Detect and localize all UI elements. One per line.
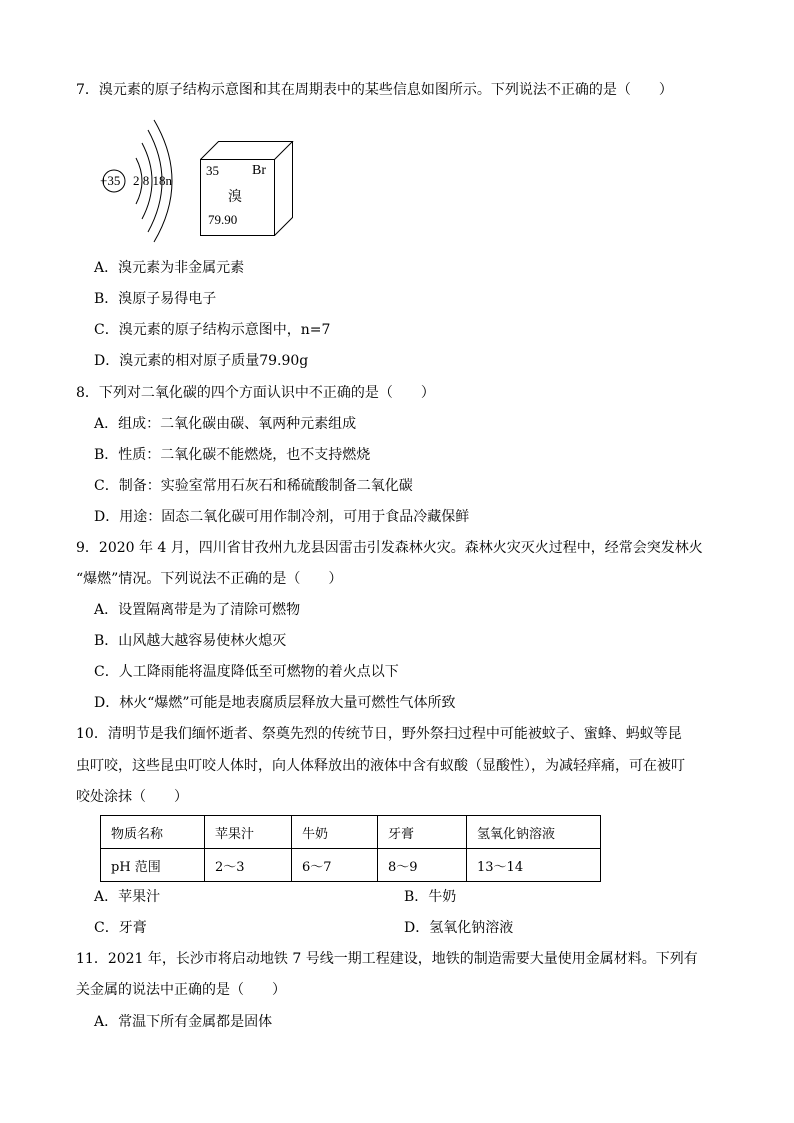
table-cell: 牛奶 [292,816,378,849]
atomic-number: 35 [206,163,219,178]
question-11-stem-line-2: 关金属的说法中正确的是（ ） [76,982,286,998]
periodic-table-element-cell [200,141,294,237]
table-cell: 2～3 [205,849,292,882]
q10-option-c: C．牙膏 [94,920,147,936]
q9-option-c: C．人工降雨能将温度降低至可燃物的着火点以下 [94,664,399,680]
q7-option-a: A．溴元素为非金属元素 [94,260,245,276]
atom-nucleus-label: +35 [100,173,121,188]
table-cell: pH 范围 [101,849,205,882]
ph-range-table [100,815,601,882]
question-10-stem-line-2: 虫叮咬，这些昆虫叮咬人体时，向人体释放出的液体中含有蚁酸（显酸性），为减轻痒痛，可在被叮 [76,758,685,774]
q7-option-b: B．溴原子易得电子 [94,291,217,307]
atomic-mass: 79.90 [208,212,238,227]
question-9-stem-line-2: “爆燃”情况。下列说法不正确的是（ ） [76,571,343,587]
q9-option-b: B．山风越大越容易使林火熄灭 [94,633,287,649]
q7-option-d: D．溴元素的相对原子质量79.90g [94,353,309,369]
question-10-stem-line-1: 10．清明节是我们缅怀逝者、祭奠先烈的传统节日，野外祭扫过程中可能被蚊子、蜜蜂、蚂蚁等昆 [76,726,682,742]
atom-shells-label: 2 8 18n [133,173,172,188]
table-cell: 8～9 [378,849,467,882]
element-symbol: Br [252,163,266,178]
q9-option-d: D．林火“爆燃”可能是地表腐质层释放大量可燃性气体所致 [94,695,456,711]
question-9-stem-line-1: 9．2020 年 4 月，四川省甘孜州九龙县因雷击引发森林火灾。森林火灾灭火过程中，经常会突发林火 [76,540,703,556]
table-cell: 物质名称 [101,816,205,849]
table-row [101,816,601,849]
element-name: 溴 [228,189,242,205]
q8-option-b: B．性质：二氧化碳不能燃烧，也不支持燃烧 [94,447,371,463]
q7-option-c: C．溴元素的原子结构示意图中，n=7 [94,322,331,338]
q9-option-a: A．设置隔离带是为了清除可燃物 [94,602,301,618]
q10-option-a: A．苹果汁 [94,889,161,905]
table-cell: 13～14 [467,849,601,882]
table-cell: 牙膏 [378,816,467,849]
table-row [101,849,601,882]
q8-option-a: A．组成：二氧化碳由碳、氧两种元素组成 [94,416,357,432]
question-11-stem-line-1: 11．2021 年，长沙市将启动地铁 7 号线一期工程建设，地铁的制造需要大量使用金属材料。下列有 [76,951,698,967]
table-cell: 氢氧化钠溶液 [467,816,601,849]
question-10-stem-line-3: 咬处涂抹（ ） [76,789,188,805]
table-cell: 6～7 [292,849,378,882]
q8-option-d: D．用途：固态二氧化碳可用作制冷剂，可用于食品冷藏保鲜 [94,509,470,525]
table-cell: 苹果汁 [205,816,292,849]
question-7-stem: 7．溴元素的原子结构示意图和其在周期表中的某些信息如图所示。下列说法不正确的是（ ） [76,82,673,98]
q10-option-b: B．牛奶 [404,889,457,905]
q10-option-d: D．氢氧化钠溶液 [404,920,514,936]
question-8-stem: 8．下列对二氧化碳的四个方面认识中不正确的是（ ） [76,385,435,401]
q11-option-a: A．常温下所有金属都是固体 [94,1014,273,1030]
q8-option-c: C．制备：实验室常用石灰石和稀硫酸制备二氧化碳 [94,478,413,494]
bromine-atom-structure-diagram [96,118,192,244]
